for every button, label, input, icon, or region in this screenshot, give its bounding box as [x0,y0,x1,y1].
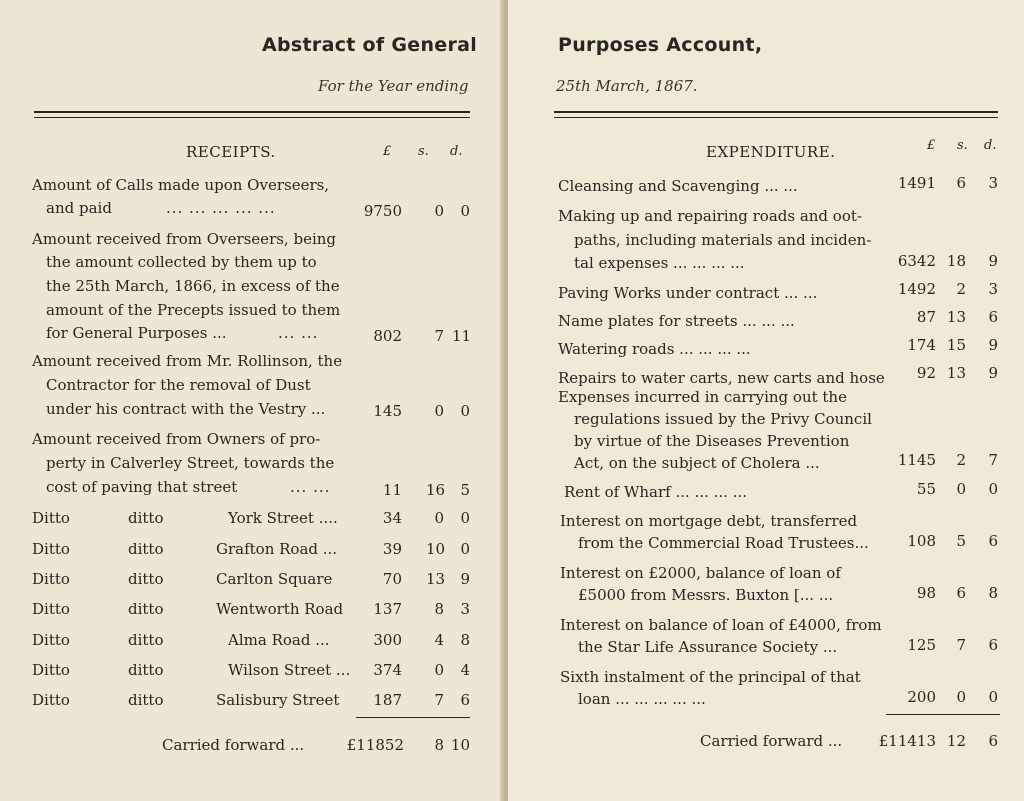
expenditure-shillings: 7 [956,636,966,654]
total-pence: 6 [988,732,998,750]
expenditure-pence: 9 [988,336,998,354]
expenditure-pence: 6 [988,636,998,654]
total-rule [356,717,470,718]
ditto-pence: 8 [460,631,470,649]
total-rule [886,714,1000,715]
receipt-line: perty in Calverley Street, towards the [46,454,335,472]
leader-dots: ... ... [290,478,331,496]
ditto-label: Ditto [32,509,70,527]
expenditure-pence: 7 [988,451,998,469]
ditto-label: ditto [128,661,164,679]
expenditure-line: tal expenses ... ... ... ... [574,254,745,272]
receipt-pounds: 802 [373,327,402,345]
receipt-line: the amount collected by them up to [46,253,317,271]
receipt-line: and paid [46,199,112,217]
expenditure-shillings: 6 [956,584,966,602]
receipt-line: Amount received from Owners of pro- [32,430,321,448]
ditto-label: Ditto [32,661,70,679]
ditto-label: Ditto [32,691,70,709]
expenditure-line: Sixth instalment of the principal of that [560,668,861,686]
expenditure-pence: 3 [988,280,998,298]
receipt-line: cost of paving that street [46,478,238,496]
receipt-line: Amount received from Mr. Rollinson, the [32,352,343,370]
ditto-street: Alma Road ... [228,631,330,649]
ditto-shillings: 7 [434,691,444,709]
ditto-label: Ditto [32,540,70,558]
receipt-pounds: 11 [382,481,402,499]
total-shillings: 12 [946,732,966,750]
receipt-shillings: 16 [426,481,446,499]
total-pounds: £11413 [878,732,936,750]
right-title: Purposes Account, [558,34,763,56]
expenditure-pounds: 98 [916,584,936,602]
left-title: Abstract of General [262,34,478,56]
expenditure-shillings: 6 [956,174,966,192]
expenditure-pounds: 87 [916,308,936,326]
ditto-pounds: 187 [373,691,402,709]
expenditure-line: paths, including materials and inciden- [574,231,872,249]
left-double-rule [34,111,470,118]
expenditure-shillings: 13 [946,308,966,326]
receipt-pounds: 9750 [363,202,402,220]
carried-forward-label: Carried forward ... [162,736,305,754]
ditto-shillings: 0 [434,661,444,679]
left-col-shillings: s. [418,144,429,159]
right-double-rule [554,111,998,118]
receipt-pence: 0 [460,202,470,220]
expenditure-pence: 9 [988,364,998,382]
expenditure-line: loan ... ... ... ... ... [578,690,706,708]
expenditure-pounds: 92 [916,364,936,382]
expenditure-pence: 6 [988,532,998,550]
expenditure-pence: 6 [988,308,998,326]
expenditure-shillings: 5 [956,532,966,550]
ditto-street: Wilson Street ... [228,661,351,679]
ditto-street: Wentworth Road [216,600,344,618]
ditto-label: Ditto [32,570,70,588]
expenditure-line: Interest on £2000, balance of loan of [560,564,841,582]
expenditure-line: Expenses incurred in carrying out the [558,388,847,406]
ditto-pounds: 300 [373,631,402,649]
receipt-pence: 11 [452,327,472,345]
left-page [0,0,504,801]
expenditure-pounds: 1491 [897,174,936,192]
ditto-pence: 0 [460,509,470,527]
expenditure-pounds: 174 [907,336,936,354]
expenditure-pounds: 55 [916,480,936,498]
left-col-pounds: £ [383,144,392,159]
total-shillings: 8 [434,736,444,754]
expenditure-line: Making up and repairing roads and oot- [558,207,862,225]
expenditure-pence: 0 [988,480,998,498]
ditto-pounds: 34 [382,509,402,527]
right-subtitle: 25th March, 1867. [556,77,698,95]
ditto-pounds: 137 [373,600,402,618]
expenditure-line: Cleansing and Scavenging ... ... [558,177,798,195]
ditto-label: ditto [128,570,164,588]
expenditure-pounds: 108 [907,532,936,550]
expenditure-line: regulations issued by the Privy Council [574,410,872,428]
ditto-shillings: 4 [434,631,444,649]
expenditure-pence: 9 [988,252,998,270]
expenditure-pence: 3 [988,174,998,192]
expenditure-line: Interest on mortgage debt, transferred [560,512,858,530]
ditto-street: Salisbury Street [216,691,340,709]
expenditure-shillings: 13 [946,364,966,382]
ditto-label: Ditto [32,600,70,618]
receipt-shillings: 0 [434,202,444,220]
ditto-shillings: 8 [434,600,444,618]
expenditure-shillings: 18 [946,252,966,270]
receipt-line: amount of the Precepts issued to them [46,301,341,319]
expenditure-pence: 8 [988,584,998,602]
ditto-pounds: 70 [382,570,402,588]
expenditure-pounds: 1492 [897,280,936,298]
receipt-pence: 5 [460,481,470,499]
ditto-pounds: 374 [373,661,402,679]
ditto-pence: 4 [460,661,470,679]
expenditure-line: Rent of Wharf ... ... ... ... [564,483,748,501]
right-page [508,0,1024,801]
ditto-shillings: 13 [426,570,446,588]
expenditure-shillings: 0 [956,480,966,498]
right-col-pounds: £ [927,138,936,153]
left-col-pence: d. [450,144,463,159]
leader-dots: ... ... ... ... ... [166,199,276,217]
expenditure-line: Name plates for streets ... ... ... [558,312,795,330]
expenditure-shillings: 2 [956,280,966,298]
expenditure-pounds: 200 [907,688,936,706]
receipt-pence: 0 [460,402,470,420]
expenditure-line: Repairs to water carts, new carts and hose [558,369,885,387]
expenditure-line: from the Commercial Road Trustees... [578,534,869,552]
expenditure-line: Watering roads ... ... ... ... [558,340,751,358]
ditto-street: Grafton Road ... [216,540,338,558]
leader-dots: ... ... [278,324,319,342]
receipt-shillings: 0 [434,402,444,420]
ditto-label: Ditto [32,631,70,649]
receipt-pounds: 145 [373,402,402,420]
ditto-pence: 6 [460,691,470,709]
expenditure-pounds: 1145 [897,451,936,469]
ditto-label: ditto [128,631,164,649]
ditto-pence: 3 [460,600,470,618]
expenditure-shillings: 0 [956,688,966,706]
expenditure-heading: EXPENDITURE. [706,143,836,161]
expenditure-shillings: 2 [956,451,966,469]
ditto-label: ditto [128,691,164,709]
ditto-pence: 9 [460,570,470,588]
expenditure-pounds: 6342 [897,252,936,270]
right-col-shillings: s. [957,138,968,153]
total-pounds: £11852 [346,736,404,754]
receipt-line: Amount received from Overseers, being [32,230,337,248]
ditto-shillings: 0 [434,509,444,527]
left-subtitle: For the Year ending [318,77,469,95]
ditto-pounds: 39 [382,540,402,558]
right-col-pence: d. [984,138,997,153]
receipt-line: Contractor for the removal of Dust [46,376,311,394]
expenditure-line: by virtue of the Diseases Prevention [574,432,850,450]
expenditure-line: Act, on the subject of Cholera ... [574,454,820,472]
receipt-line: for General Purposes ... [46,324,227,342]
ditto-pence: 0 [460,540,470,558]
ditto-label: ditto [128,540,164,558]
receipts-heading: RECEIPTS. [186,143,276,161]
ditto-label: ditto [128,509,164,527]
expenditure-line: Paving Works under contract ... ... [558,284,818,302]
receipt-line: under his contract with the Vestry ... [46,400,326,418]
expenditure-line: the Star Life Assurance Society ... [578,638,838,656]
expenditure-line: Interest on balance of loan of £4000, from [560,616,882,634]
ditto-label: ditto [128,600,164,618]
receipt-shillings: 7 [434,327,444,345]
ditto-shillings: 10 [426,540,446,558]
expenditure-shillings: 15 [946,336,966,354]
expenditure-line: £5000 from Messrs. Buxton [... ... [578,586,834,604]
receipt-line: the 25th March, 1866, in excess of the [46,277,340,295]
ditto-street: Carlton Square [216,570,333,588]
ditto-street: York Street .... [228,509,338,527]
total-pence: 10 [450,736,470,754]
receipt-line: Amount of Calls made upon Overseers, [32,176,330,194]
expenditure-pence: 0 [988,688,998,706]
carried-forward-label: Carried forward ... [700,732,843,750]
expenditure-pounds: 125 [907,636,936,654]
